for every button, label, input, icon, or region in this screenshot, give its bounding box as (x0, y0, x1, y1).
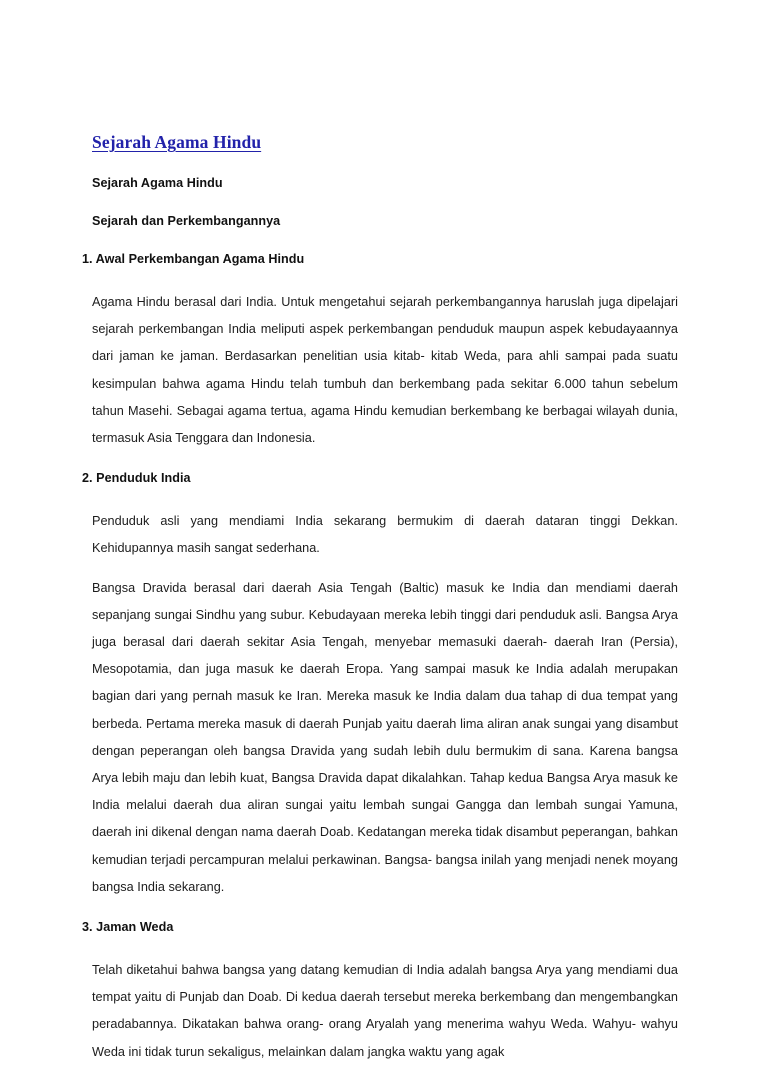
spacer (82, 452, 678, 470)
section-1-paragraph-1: Agama Hindu berasal dari India. Untuk mengetahui sejarah perkembangannya haruslah juga dipelajari sejarah perkembangan India meliputi aspek perkembangan penduduk maupun aspek kebudayaannya dari jaman ke jaman. Berdasarkan penelitian usia kitab- kitab Weda, para ahli sampai pada suatu kesimpulan bahwa agama Hindu telah tumbuh dan berkembang pada sekitar 6.000 tahun sebelum tahun Masehi. Sebagai agama tertua, agama Hindu kemudian berkembang ke berbagai wilayah dunia, termasuk Asia Tenggara dan Indonesia. (92, 295, 678, 446)
section-heading-3: 3. Jaman Weda (82, 920, 174, 935)
section-2-paragraph-2: Bangsa Dravida berasal dari daerah Asia Tengah (Baltic) masuk ke India dan mendiami daerah sepanjang sungai Sindhu yang subur. Kebudayaan mereka lebih tinggi dari penduduk asli. Bangsa Arya juga berasal dari daerah sekitar Asia Tengah, menyebar memasuki daerah- daerah Iran (Persia), Mesopotamia, dan juga masuk ke daerah Eropa. Yang sampai masuk ke India adalah merupakan bagian dari yang pernah masuk ke Iran. Mereka masuk ke India dalam dua tahap di dua tempat yang berbeda. Pertama mereka masuk di daerah Punjab yaitu daerah lima aliran anak sungai yang disambut dengan peperangan oleh bangsa Dravida yang sudah lebih dulu bermukim di sana. Karena bangsa Arya lebih maju dan lebih kuat, Bangsa Dravida dapat dikalahkan. Tahap kedua Bangsa Arya masuk ke India melalui daerah dua aliran sungai yaitu lembah sungai Gangga dan lembah sungai Yamuna, daerah ini dikenal dengan nama daerah Doab. Kedatangan mereka tidak disambut peperangan, bahkan kemudian terjadi percampuran melalui perkawinan. Bangsa- bangsa inilah yang menjadi nenek moyang bangsa India sekarang. (92, 580, 678, 894)
subheading-sejarah-agama-hindu: Sejarah Agama Hindu (92, 176, 223, 190)
section-3-paragraph-1: Telah diketahui bahwa bangsa yang datang kemudian di India adalah bangsa Arya yang mendiami dua tempat yaitu di Punjab dan Doab. Di kedua daerah tersebut mereka berkembang dan mengembangkan peradabannya. Dikatakan bahwa orang- orang Aryalah yang menerima wahyu Weda. Wahyu- wahyu Weda ini tidak turun sekaligus, melainkan dalam jangka waktu yang agak (92, 963, 678, 1059)
spacer (82, 563, 678, 575)
spacer (82, 192, 678, 213)
section-heading-1: 1. Awal Perkembangan Agama Hindu (82, 252, 305, 266)
spacer (82, 901, 678, 919)
spacer (82, 268, 678, 289)
section-2-paragraph-1: Penduduk asli yang mendiami India sekarang bermukim di daerah dataran tinggi Dekkan. Kehidupannya masih sangat sederhana. (92, 514, 678, 556)
spacer (82, 487, 678, 508)
spacer (82, 153, 678, 175)
spacer (82, 230, 678, 251)
spacer (82, 936, 678, 957)
document-title-link[interactable]: Sejarah Agama Hindu (92, 132, 262, 152)
subheading-sejarah-dan-perkembangannya: Sejarah dan Perkembangannya (92, 214, 281, 228)
section-heading-2: 2. Penduduk India (82, 471, 191, 486)
